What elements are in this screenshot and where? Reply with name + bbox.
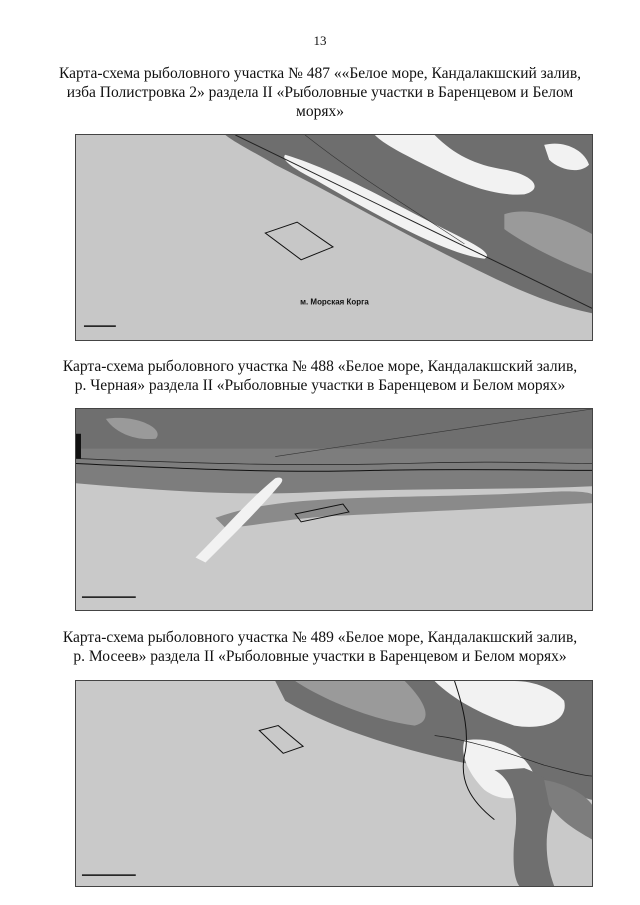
caption-line: Карта-схема рыболовного участка № 488 «Белое море, Кандалакшский залив, bbox=[62, 358, 578, 375]
caption-line: изба Полистровка 2» раздела II «Рыболовные участки в Баренцевом и Белом bbox=[66, 84, 574, 101]
caption-line: р. Черная» раздела II «Рыболовные участки в Баренцевом и Белом морях» bbox=[74, 377, 566, 394]
map-489-graphic bbox=[76, 681, 592, 886]
map-488 bbox=[75, 408, 593, 611]
caption-line: р. Мосеев» раздела II «Рыболовные участки в Баренцевом и Белом морях» bbox=[73, 648, 567, 665]
map-caption-487 bbox=[40, 64, 600, 121]
map-caption-488 bbox=[40, 357, 600, 395]
map-caption-489 bbox=[40, 628, 600, 666]
map-489 bbox=[75, 680, 593, 887]
map-487 bbox=[75, 134, 593, 341]
map-487-graphic bbox=[76, 135, 592, 340]
caption-line: Карта-схема рыболовного участка № 487 ««Белое море, Кандалакшский залив, bbox=[58, 65, 582, 82]
caption-line: морях» bbox=[296, 103, 344, 120]
page-number: 13 bbox=[313, 33, 327, 48]
map-label-cape: м. Морская Корга bbox=[300, 297, 369, 307]
map-488-graphic bbox=[76, 409, 592, 610]
caption-line: Карта-схема рыболовного участка № 489 «Белое море, Кандалакшский залив, bbox=[62, 629, 578, 646]
